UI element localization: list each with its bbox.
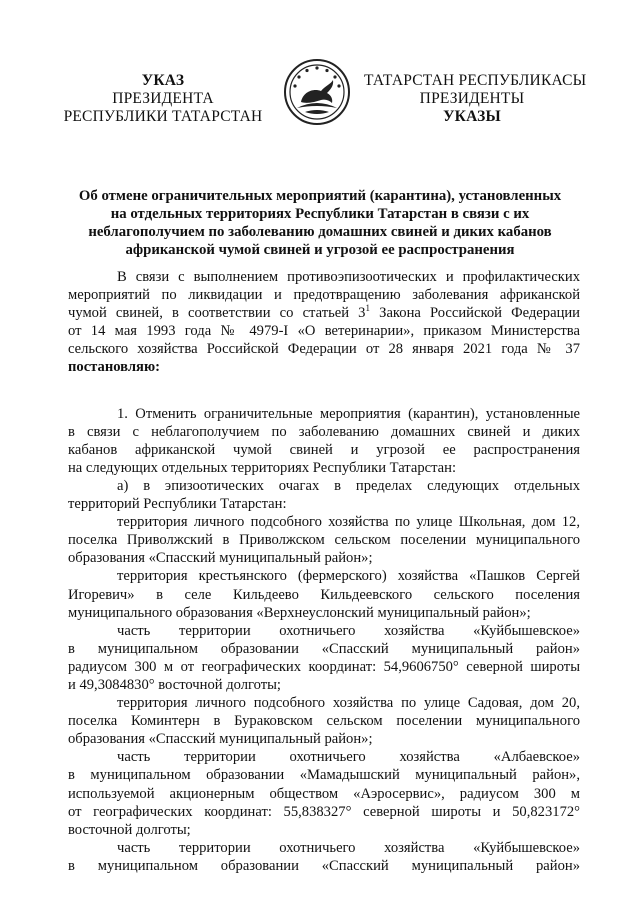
- tatarstan-coat-of-arms-icon: [283, 58, 351, 126]
- preamble-line: [68, 304, 580, 322]
- point-line: 1. Отменить ограничительные мероприятия (карантин), установленные: [117, 405, 580, 422]
- title-line: на отдельных территориях Республики Татарстан в связи с их: [110, 206, 530, 222]
- header-right-tatar: [364, 72, 587, 126]
- header-left-line-1: УКАЗ: [141, 72, 185, 89]
- point-line: территория личного подсобного хозяйства по улице Школьная, дом 12,: [117, 514, 580, 531]
- point-line: в связи с неблагополучием по заболеванию домашних свиней и диких: [68, 423, 580, 440]
- decree-title: [60, 187, 580, 259]
- preamble-line: сельского хозяйства Российской Федерации от 28 января 2021 года № 37: [68, 341, 580, 358]
- point-line: поселка Приволжский в Приволжском сельском поселении муниципального: [68, 532, 580, 549]
- preamble-line: В связи с выполнением противоэпизоотических и профилактических: [117, 269, 580, 285]
- point-line: территорий Республики Татарстан:: [68, 496, 287, 513]
- point-line: на следующих отдельных территориях Республики Татарстан:: [68, 459, 457, 476]
- point-line: в муниципальном образовании «Спасский муниципальный район»: [68, 640, 580, 657]
- title-line: неблагополучием по заболеванию домашних свиней и диких кабанов: [88, 224, 552, 240]
- preamble-line: от 14 мая 1993 года № 4979-I «О ветеринарии», приказом Министерства: [68, 323, 580, 340]
- point-line: кабанов африканской чумой свиней и угрозой ее распространения: [68, 441, 580, 458]
- point-line: Игоревич» в селе Кильдеево Кильдеевского сельского поселения: [68, 586, 580, 603]
- point-line: часть территории охотничьего хозяйства «Албаевское»: [117, 749, 580, 766]
- point-line: территория крестьянского (фермерского) хозяйства «Пашков Сергей: [117, 568, 580, 585]
- decree-word: постановляю:: [68, 359, 160, 376]
- header-right-line-1: ТАТАРСТАН РЕСПУБЛИКАСЫ: [364, 72, 587, 89]
- header-left-line-2: ПРЕЗИДЕНТА: [112, 90, 214, 107]
- point-line: образования «Спасский муниципальный район»;: [68, 550, 373, 567]
- point-line: используемой акционерным обществом «Аэросервис», радиусом 300 м: [68, 785, 580, 802]
- point-line: радиусом 300 м от географических координат: 54,9606750° северной широты: [68, 658, 580, 675]
- point-line: в муниципальном образовании «Мамадышский муниципальный район»,: [68, 767, 580, 784]
- point-line: часть территории охотничьего хозяйства «Куйбышевское»: [117, 839, 580, 856]
- point-line: поселка Коминтерн в Бураковском сельском поселении муниципального: [68, 713, 580, 730]
- point-line: образования «Спасский муниципальный район»;: [68, 731, 373, 748]
- point-line: восточной долготы;: [68, 821, 191, 838]
- preamble-text: Закона Российской Федерации: [369, 305, 580, 322]
- point-line: муниципального образования «Верхнеуслонский муниципальный район»;: [68, 604, 531, 621]
- header-right-line-3: УКАЗЫ: [443, 108, 501, 125]
- title-line: африканской чумой свиней и угрозой ее распространения: [125, 242, 515, 258]
- preamble-line: мероприятий по ликвидации и предотвращению заболевания африканской: [68, 287, 580, 304]
- point-line: территория личного подсобного хозяйства по улице Садовая, дом 20,: [117, 695, 580, 712]
- decree-body: [68, 268, 580, 875]
- title-line: Об отмене ограничительных мероприятий (карантина), установленных: [78, 188, 562, 204]
- superscript: 1: [365, 304, 370, 314]
- point-line: а) в эпизоотических очагах в пределах следующих отдельных: [117, 477, 580, 494]
- preamble-text: чумой свиней, в соответствии со статьей 3: [68, 305, 366, 322]
- point-line: часть территории охотничьего хозяйства «Куйбышевское»: [117, 622, 580, 639]
- point-line: от географических координат: 55,838327° северной широты и 50,823172°: [68, 803, 580, 820]
- header-left-line-3: РЕСПУБЛИКИ ТАТАРСТАН: [63, 108, 263, 125]
- point-line: в муниципальном образовании «Спасский муниципальный район»: [68, 857, 580, 874]
- point-line: и 49,3084830° восточной долготы;: [68, 676, 281, 693]
- header-right-line-2: ПРЕЗИДЕНТЫ: [419, 90, 525, 107]
- header-left-russian: [62, 72, 264, 126]
